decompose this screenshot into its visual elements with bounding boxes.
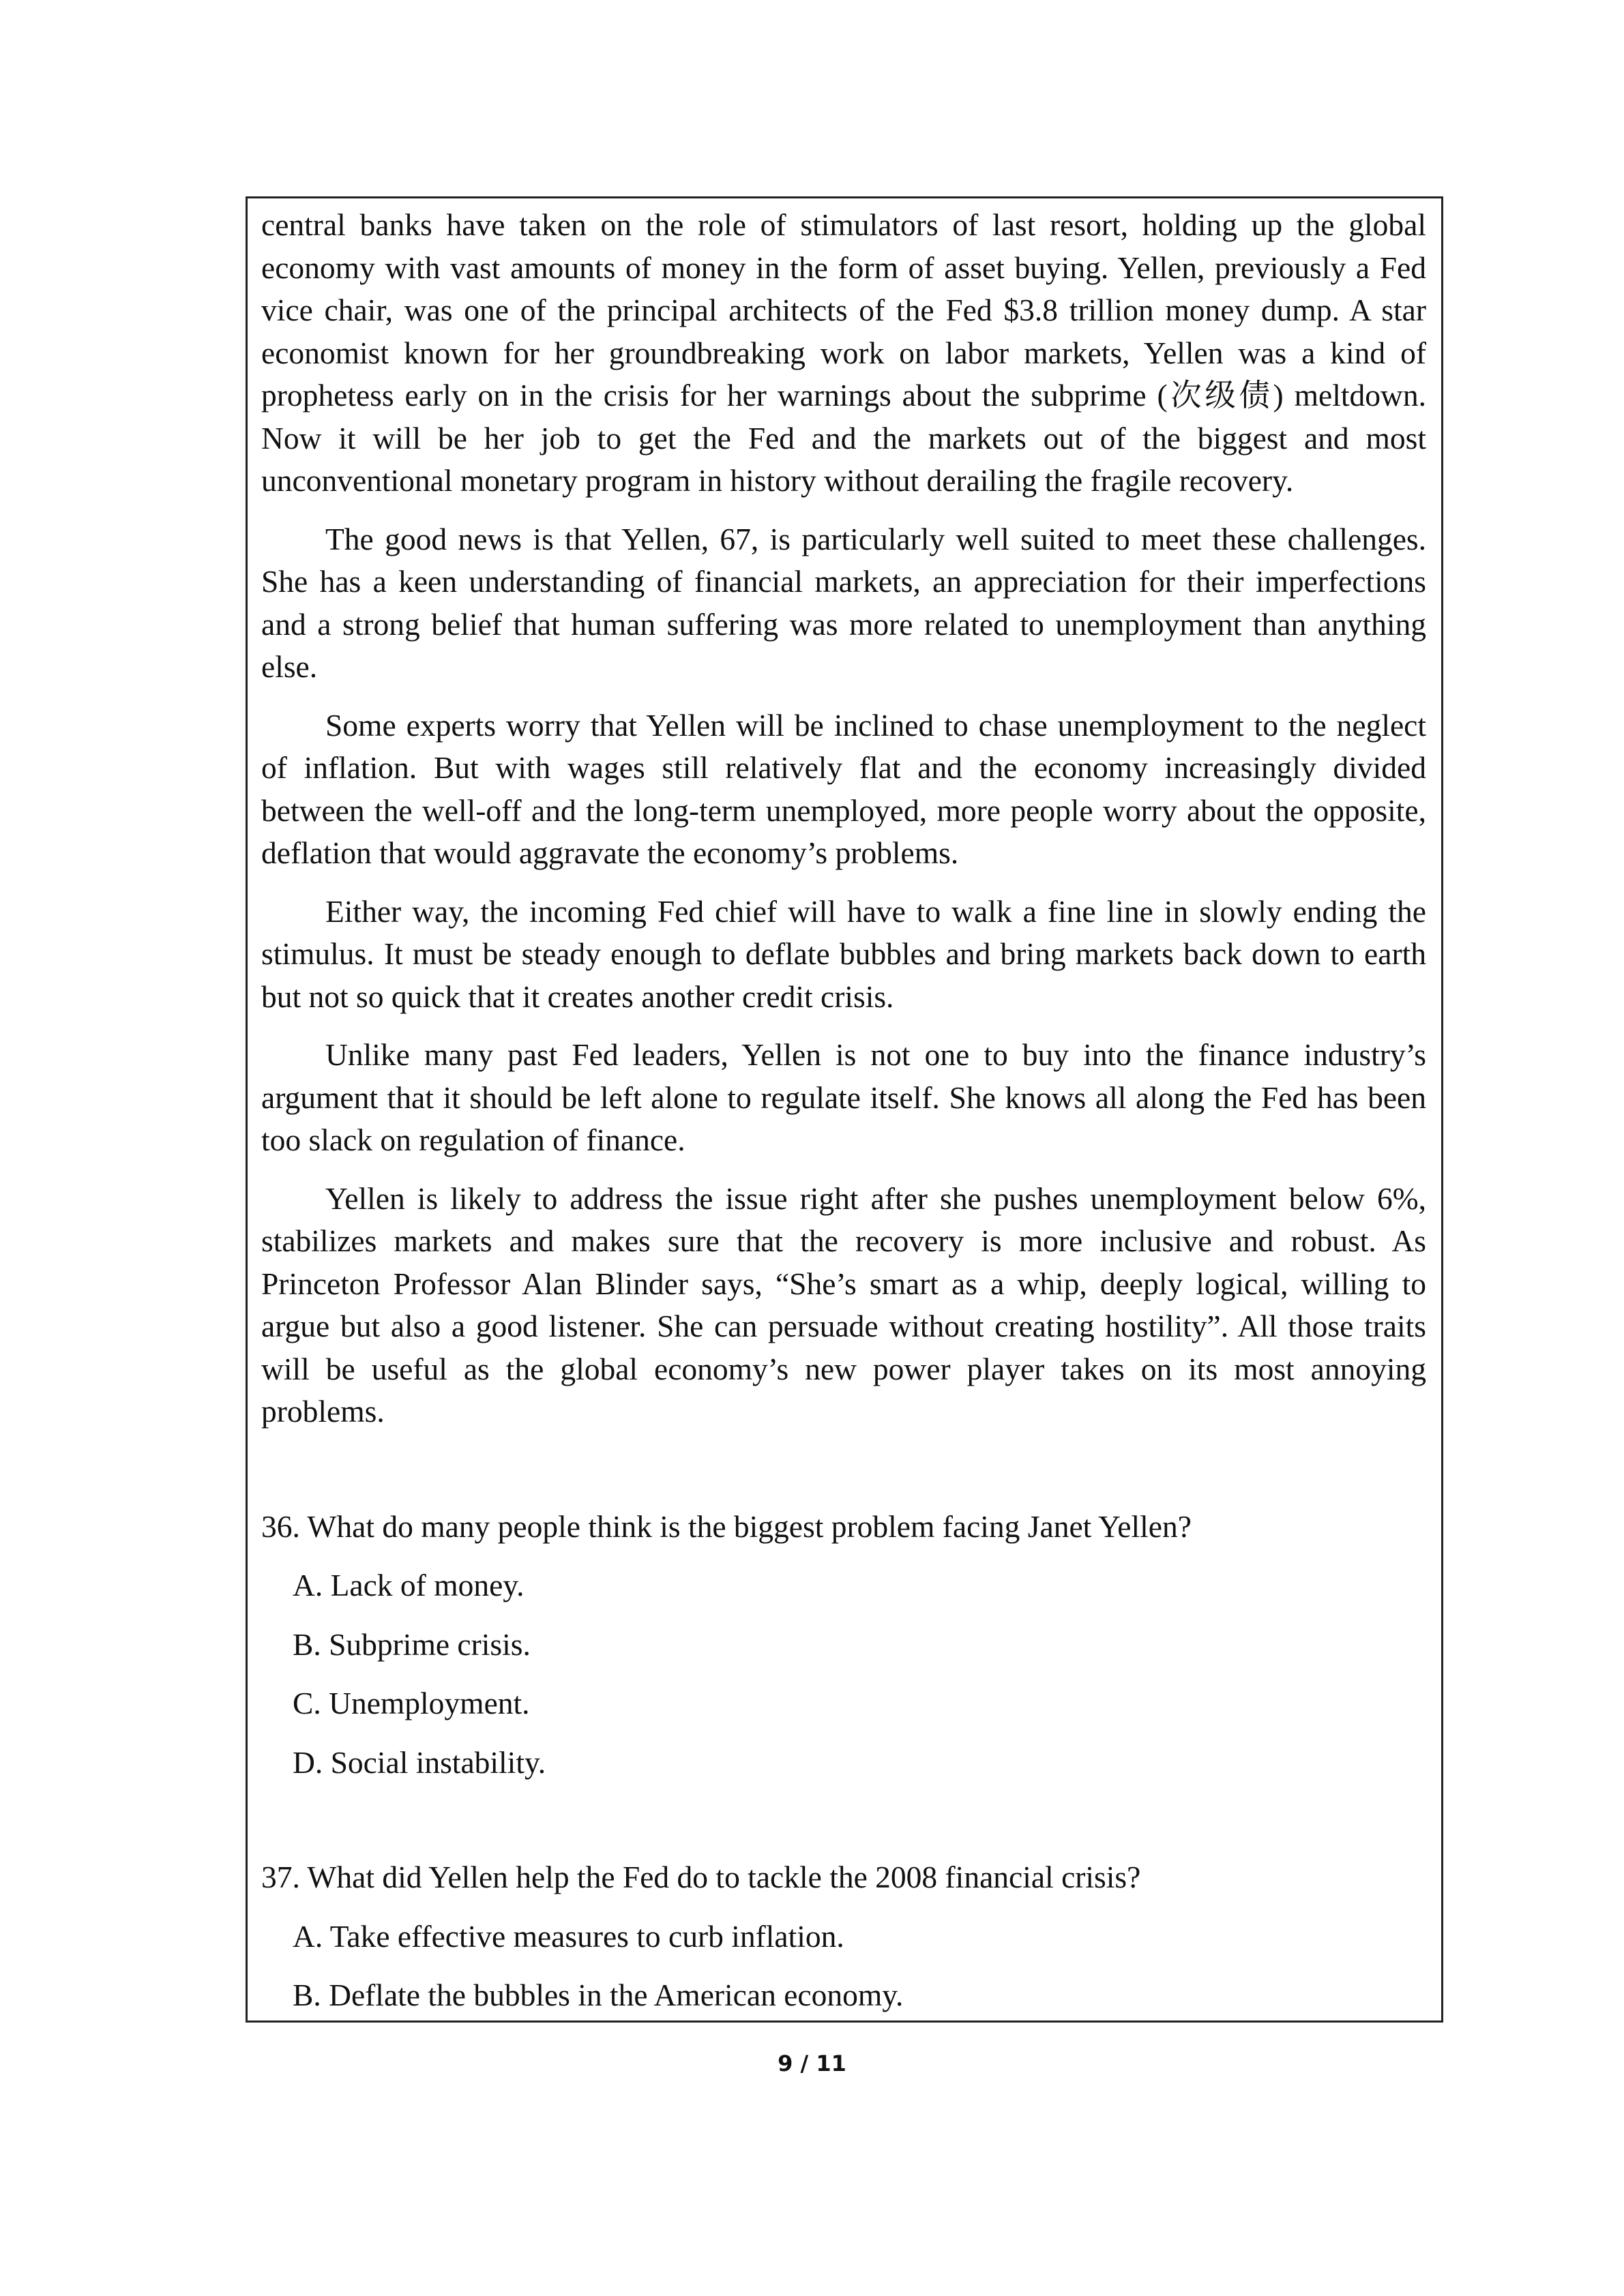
answer-option-a: A. Take effective measures to curb inflation. bbox=[293, 1918, 844, 1954]
passage-paragraph: Some experts worry that Yellen will be inclined to chase unemployment to the neglect of inflation. But with wages still relatively flat and the economy increasingly divided between the well-off and the long-term unemployed, more people worry about the opposite, deflation that would aggravate the economy’s problems. bbox=[261, 707, 1426, 870]
question-stem: 37. What did Yellen help the Fed do to tackle the 2008 financial crisis? bbox=[261, 1860, 1141, 1894]
answer-option-a: A. Lack of money. bbox=[293, 1568, 525, 1602]
passage-paragraph: Unlike many past Fed leaders, Yellen is not one to buy into the finance industry’s argument that it should be left alone to regulate itself. She knows all along the Fed has been too slack on regulation of finance. bbox=[261, 1037, 1426, 1157]
passage-paragraph: Either way, the incoming Fed chief will have to walk a fine line in slowly ending the stimulus. It must be steady enough to deflate bubbles and bring markets back down to earth but not so quick that it creates another credit crisis. bbox=[261, 893, 1426, 1014]
answer-option-c: C. Unemployment. bbox=[293, 1686, 530, 1720]
passage-paragraph: Yellen is likely to address the issue right after she pushes unemployment below 6%, stabilizes markets and makes sure that the recovery is more inclusive and robust. As Princeton Professor Alan Blinder says, “She’s smart as a whip, deeply logical, willing to argue but also a good listener. She can persuade without creating hostility”. All those traits will be useful as the global economy’s new power player takes on its most annoying problems. bbox=[261, 1180, 1426, 1429]
question-36 bbox=[261, 1506, 1426, 1785]
answer-option-d: D. Social instability. bbox=[293, 1744, 546, 1780]
passage-paragraph: central banks have taken on the role of stimulators of last resort, holding up the global economy with vast amounts of money in the form of asset buying. Yellen, previously a Fed vice chair, was one of the principal architects of the Fed $3.8 trillion money dump. A star economist known for her groundbreaking work on labor markets, Yellen was a kind of prophetess early on in the crisis for her warnings about the subprime (次级债) meltdown. Now it will be her job to get the Fed and the markets out of the biggest and most unconventional monetary program in history without derailing the fragile recovery. bbox=[261, 207, 1426, 498]
content-box bbox=[246, 196, 1443, 2023]
question-stem: 36. What do many people think is the biggest problem facing Janet Yellen? bbox=[261, 1508, 1192, 1544]
reading-passage bbox=[261, 204, 1426, 1433]
answer-option-b: B. Deflate the bubbles in the American economy. bbox=[293, 1978, 904, 2012]
question-37 bbox=[261, 1856, 1426, 2017]
passage-paragraph: The good news is that Yellen, 67, is particularly well suited to meet these challenges. She has a keen understanding of financial markets, an appreciation for their imperfections and a strong belief that human suffering was more related to unemployment than anything else. bbox=[261, 521, 1426, 684]
answer-option-b: B. Subprime crisis. bbox=[293, 1626, 531, 1662]
page-number: 9 / 11 bbox=[778, 2051, 846, 2076]
